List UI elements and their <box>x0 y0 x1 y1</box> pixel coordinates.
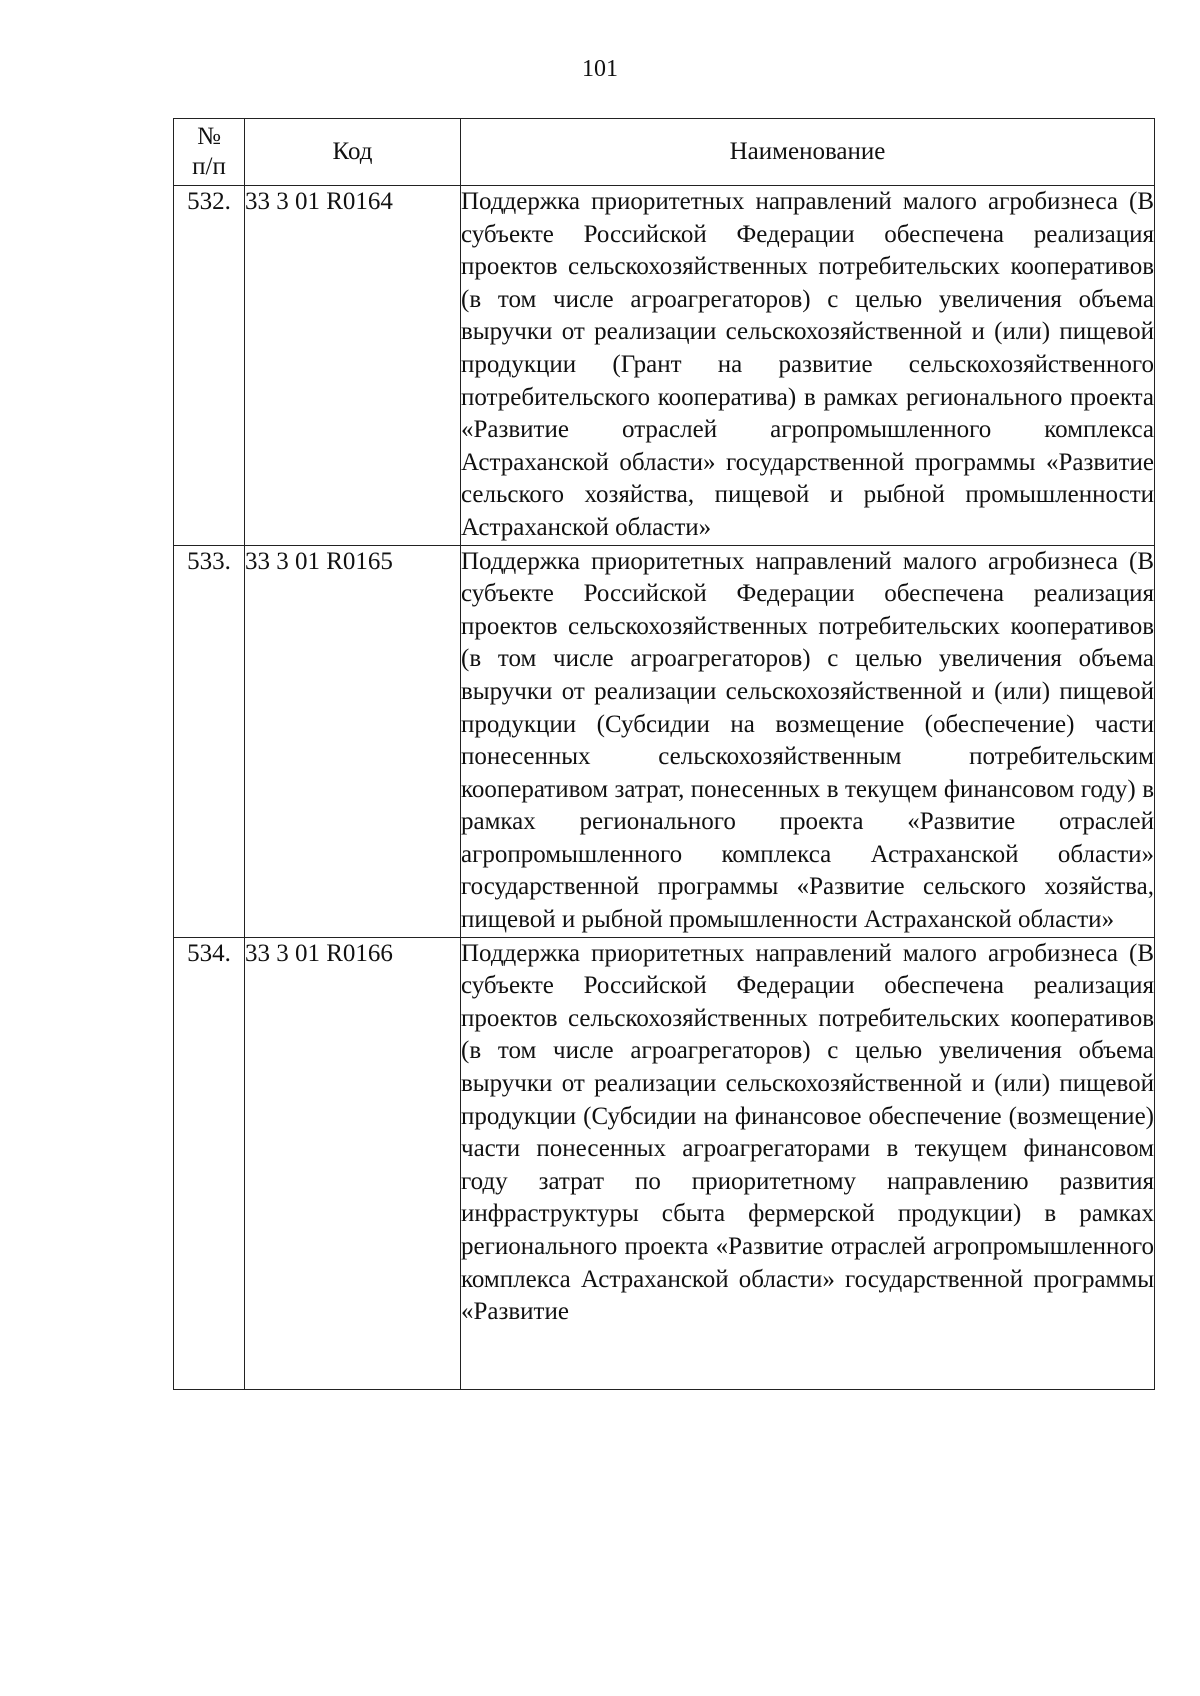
header-code: Код <box>245 119 461 186</box>
table-row <box>174 186 1155 546</box>
table-row <box>174 545 1155 937</box>
header-number-abbrev: п/п <box>192 153 226 180</box>
header-number <box>174 119 245 186</box>
row-code: 33 3 01 R0165 <box>245 545 461 937</box>
row-code: 33 3 01 R0166 <box>245 937 461 1389</box>
row-name-container <box>461 937 1155 1389</box>
header-number-symbol: № <box>197 123 221 150</box>
row-number: 532. <box>174 186 245 546</box>
page-number: 101 <box>582 56 618 82</box>
row-name: Поддержка приоритетных направлений малого агробизнеса (В субъекте Российской Федерации обеспечена реализация проектов сельскохозяйственных потребительских кооперативов (в том числе агроагрегаторов) с целью увеличения объема выручки от реализации сельскохозяйственной и (или) пищевой продукции (Субсидии на возмещение (обеспечение) части понесенных сельскохозяйственным потребительским кооперативом затрат, понесенных в текущем финансовом году) в рамках регионального проекта «Развитие отраслей агропромышленного комплекса Астраханской области» государственной программы «Развитие сельского хозяйства, пищевой и рыбной промышленности Астраханской области» <box>461 545 1155 937</box>
row-number: 533. <box>174 545 245 937</box>
row-number: 534. <box>174 937 245 1389</box>
row-name: Поддержка приоритетных направлений малого агробизнеса (В субъекте Российской Федерации обеспечена реализация проектов сельскохозяйственных потребительских кооперативов (в том числе агроагрегаторов) с целью увеличения объема выручки от реализации сельскохозяйственной и (или) пищевой продукции (Субсидии на финансовое обеспечение (возмещение) части понесенных агроагрегаторами в текущем финансовом году затрат по приоритетному направлению развития инфраструктуры сбыта фермерской продукции) в рамках регионального проекта «Развитие отраслей агропромышленного комплекса Астраханской области» государственной программы «Развитие <box>461 939 1154 1326</box>
header-name: Наименование <box>461 119 1155 186</box>
row-name: Поддержка приоритетных направлений малого агробизнеса (В субъекте Российской Федерации обеспечена реализация проектов сельскохозяйственных потребительских кооперативов (в том числе агроагрегаторов) с целью увеличения объема выручки от реализации сельскохозяйственной и (или) пищевой продукции (Грант на развитие сельскохозяйственного потребительского кооператива) в рамках регионального проекта «Развитие отраслей агропромышленного комплекса Астраханской области» государственной программы «Развитие сельского хозяйства, пищевой и рыбной промышленности Астраханской области» <box>461 186 1155 546</box>
table-row <box>174 937 1155 1389</box>
row-code: 33 3 01 R0164 <box>245 186 461 546</box>
table-header-row <box>174 119 1155 186</box>
classification-table <box>173 118 1155 1390</box>
